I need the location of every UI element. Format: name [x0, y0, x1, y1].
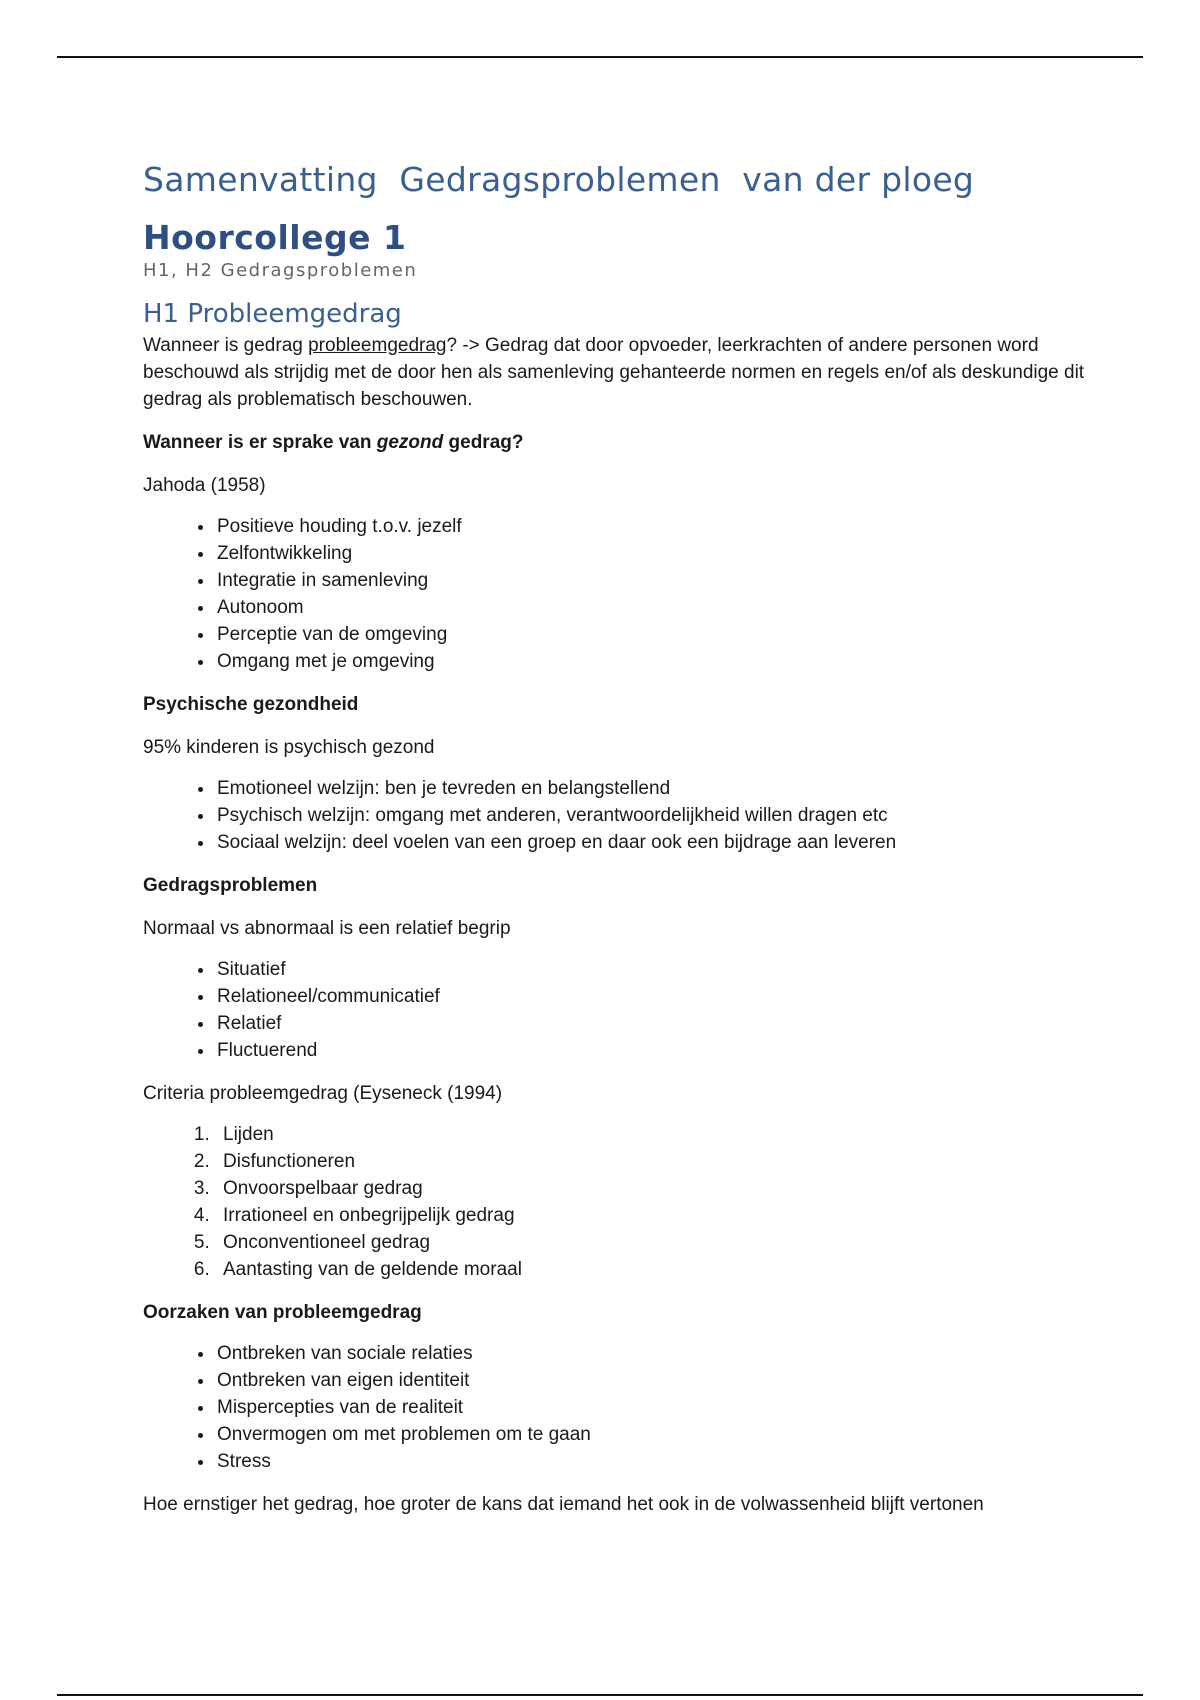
footer-rule [57, 1694, 1143, 1696]
list-item: • Situatief [215, 956, 1103, 983]
list-item: • Sociaal welzijn: deel voelen van een groep en daar ook een bijdrage aan leveren [215, 829, 1103, 856]
list-item: • Autonoom [215, 594, 1103, 621]
list-item: • Onvermogen om met problemen om te gaan [215, 1421, 1103, 1448]
list-item: • Perceptie van de omgeving [215, 621, 1103, 648]
heading-gezond-post: gedrag? [443, 432, 524, 453]
document-title: Samenvatting Gedragsproblemen van der ploeg [143, 160, 975, 199]
heading-gezond-emphasis: gezond [376, 432, 444, 453]
list-item: • Ontbreken van eigen identiteit [215, 1367, 1103, 1394]
list-psychisch [143, 775, 1103, 856]
list-gezond-gedrag [143, 513, 1103, 675]
list-item: • Fluctuerend [215, 1037, 1103, 1064]
intro-text-rest: ? -> Gedrag dat door opvoeder, leerkrachten of andere personen word beschouwd als strijdig met de door hen als samenleving gehanteerde normen en regels en/of als deskundige dit gedrag als problematisch beschouwen. [143, 335, 1085, 410]
list-criteria [143, 1121, 1103, 1283]
list-item: • Relatief [215, 1010, 1103, 1037]
list-item: • Omgang met je omgeving [215, 648, 1103, 675]
list-item: 5. Onconventioneel gedrag [215, 1229, 1103, 1256]
section-heading-gedragsproblemen: Gedragsproblemen [143, 875, 318, 896]
section-heading-psychisch: Psychische gezondheid [143, 694, 359, 715]
section-heading-gezond [143, 429, 1103, 456]
gedrag-text: Normaal vs abnormaal is een relatief begrip [143, 918, 511, 939]
list-item: • Emotioneel welzijn: ben je tevreden en belangstellend [215, 775, 1103, 802]
list-item: 3. Onvoorspelbaar gedrag [215, 1175, 1103, 1202]
list-item: 2. Disfunctioneren [215, 1148, 1103, 1175]
heading-gezond-pre: Wanneer is er sprake van [143, 432, 377, 453]
psychisch-text: 95% kinderen is psychisch gezond [143, 737, 435, 758]
list-item: • Ontbreken van sociale relaties [215, 1340, 1103, 1367]
intro-text-start: Wanneer is gedrag [143, 335, 309, 356]
heading-hoorcollege: Hoorcollege 1 [143, 218, 407, 257]
source-jahoda: Jahoda (1958) [143, 475, 266, 496]
list-oorzaken [143, 1340, 1103, 1475]
document-subtitle: H1, H2 Gedragsproblemen [143, 260, 418, 281]
list-item: • Positieve houding t.o.v. jezelf [215, 513, 1103, 540]
closing-paragraph: Hoe ernstiger het gedrag, hoe groter de kans dat iemand het ook in de volwassenheid blijft vertonen [143, 1494, 984, 1515]
header-rule [57, 56, 1143, 58]
list-item: 6. Aantasting van de geldende moraal [215, 1256, 1103, 1283]
intro-paragraph [143, 332, 1103, 413]
list-item: • Psychisch welzijn: omgang met anderen, verantwoordelijkheid willen dragen etc [215, 802, 1103, 829]
list-item: • Integratie in samenleving [215, 567, 1103, 594]
list-item: • Mispercepties van de realiteit [215, 1394, 1103, 1421]
heading-probleemgedrag: H1 Probleemgedrag [143, 299, 402, 329]
intro-underlined-term: probleemgedrag [308, 335, 447, 356]
list-item: • Zelfontwikkeling [215, 540, 1103, 567]
criteria-text: Criteria probleemgedrag (Eyseneck (1994) [143, 1083, 503, 1104]
list-item: • Relationeel/communicatief [215, 983, 1103, 1010]
list-item: 1. Lijden [215, 1121, 1103, 1148]
document-body [143, 160, 1103, 1518]
list-item: 4. Irrationeel en onbegrijpelijk gedrag [215, 1202, 1103, 1229]
section-heading-oorzaken: Oorzaken van probleemgedrag [143, 1302, 422, 1323]
list-gedrag [143, 956, 1103, 1064]
list-item: • Stress [215, 1448, 1103, 1475]
